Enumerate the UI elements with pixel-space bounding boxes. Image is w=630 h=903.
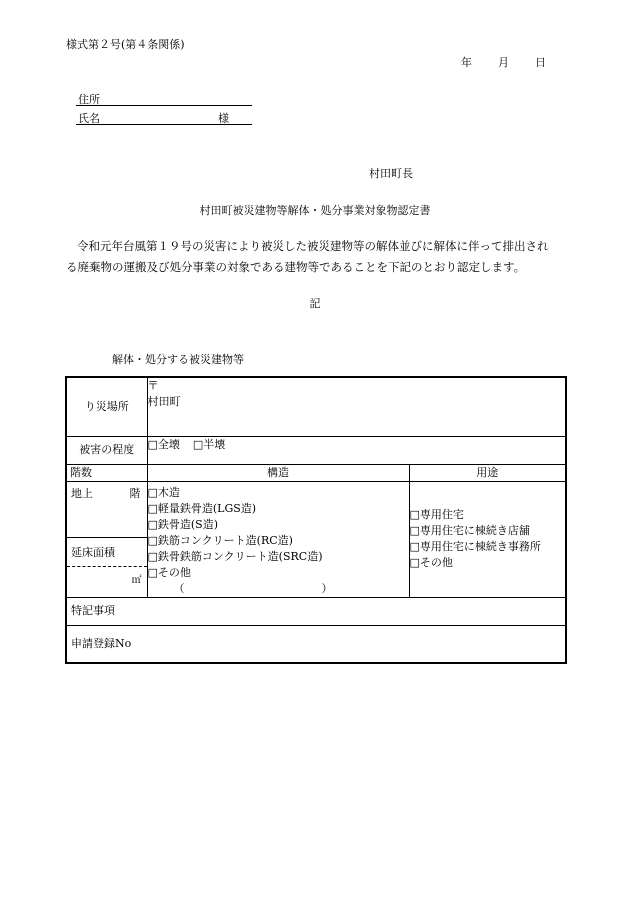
registration-cell[interactable] [66,625,566,663]
structure-option-rc[interactable]: □鉄筋コンクリート造(RC造) [147,533,293,547]
ki-mark: 記 [309,297,321,310]
usage-option-residence[interactable]: □専用住宅 [409,508,464,521]
body-line-2: る廃棄物の運搬及び処分事業の対象である建物等であることを下記のとおり認定します。 [66,260,526,274]
location-town: 村田町 [147,395,181,408]
date-day-label: 日 [535,56,546,69]
floors-unit: 階 [129,486,141,500]
structure-option-other[interactable]: □その他 [147,565,191,579]
address-underline [76,105,252,106]
floor-area-dashed-divider [67,566,147,567]
usage-header-cell [409,464,566,481]
notes-label: 特記事項 [71,604,115,617]
damage-label-cell [66,436,147,464]
location-label-cell [66,377,147,436]
structure-option-s[interactable]: □鉄骨造(S造) [147,517,219,531]
structure-option-src[interactable]: □鉄骨鉄筋コンクリート造(SRC造) [147,549,323,563]
damage-option-total[interactable]: □全壊 [147,437,180,451]
damage-label: 被害の程度 [79,443,135,456]
damage-option-half[interactable]: □半壊 [192,437,226,451]
name-label: 氏名 [78,112,100,125]
floors-area-cell [66,481,147,597]
floors-header: 階数 [70,465,92,479]
name-underline [76,124,252,125]
structure-option-lgs[interactable]: □軽量鉄骨造(LGS造) [147,501,257,515]
notes-cell[interactable] [66,597,566,625]
address-label: 住所 [78,93,100,106]
usage-options-cell [409,481,566,597]
usage-option-residence-office[interactable]: □専用住宅に棟続き事務所 [409,540,541,553]
other-paren-close: ） [321,581,333,595]
building-form-table [65,376,567,664]
structure-options-cell [147,481,409,597]
other-paren-open: （ [173,581,185,595]
location-row [66,377,566,436]
honorific: 様 [218,112,229,125]
section-title: 解体・処分する被災建物等 [112,353,244,366]
header-row [66,464,566,481]
usage-header: 用途 [476,465,499,479]
date-month-label: 月 [498,56,509,69]
structure-header-cell [147,464,409,481]
registration-row [66,625,566,663]
usage-option-other[interactable]: □その他 [409,556,453,569]
floors-header-cell [66,464,147,481]
registration-label: 申請登録No [71,636,132,650]
issuer: 村田町長 [369,167,413,180]
usage-option-residence-store[interactable]: □専用住宅に棟続き店舗 [409,524,530,537]
floors-area-divider [67,537,147,538]
damage-options-cell [147,436,566,464]
above-ground-label: 地上 [71,486,93,500]
document-title: 村田町被災建物等解体・処分事業対象物認定書 [199,204,431,217]
structure-option-wood[interactable]: □木造 [147,485,180,499]
postal-mark: 〒 [147,379,159,392]
floor-area-label: 延床面積 [71,545,115,559]
location-value-cell[interactable] [147,377,566,436]
date-year-label: 年 [461,56,472,69]
notes-row [66,597,566,625]
damage-row [66,436,566,464]
form-number: 様式第２号(第４条関係) [66,38,185,51]
details-row [66,481,566,597]
location-label: り災場所 [84,399,129,413]
structure-header: 構造 [267,465,289,479]
area-unit: ㎡ [131,574,142,586]
body-line-1: 令和元年台風第１９号の災害により被災した被災建物等の解体並びに解体に伴って排出され [77,239,549,253]
structure-other-detail[interactable] [148,581,409,597]
